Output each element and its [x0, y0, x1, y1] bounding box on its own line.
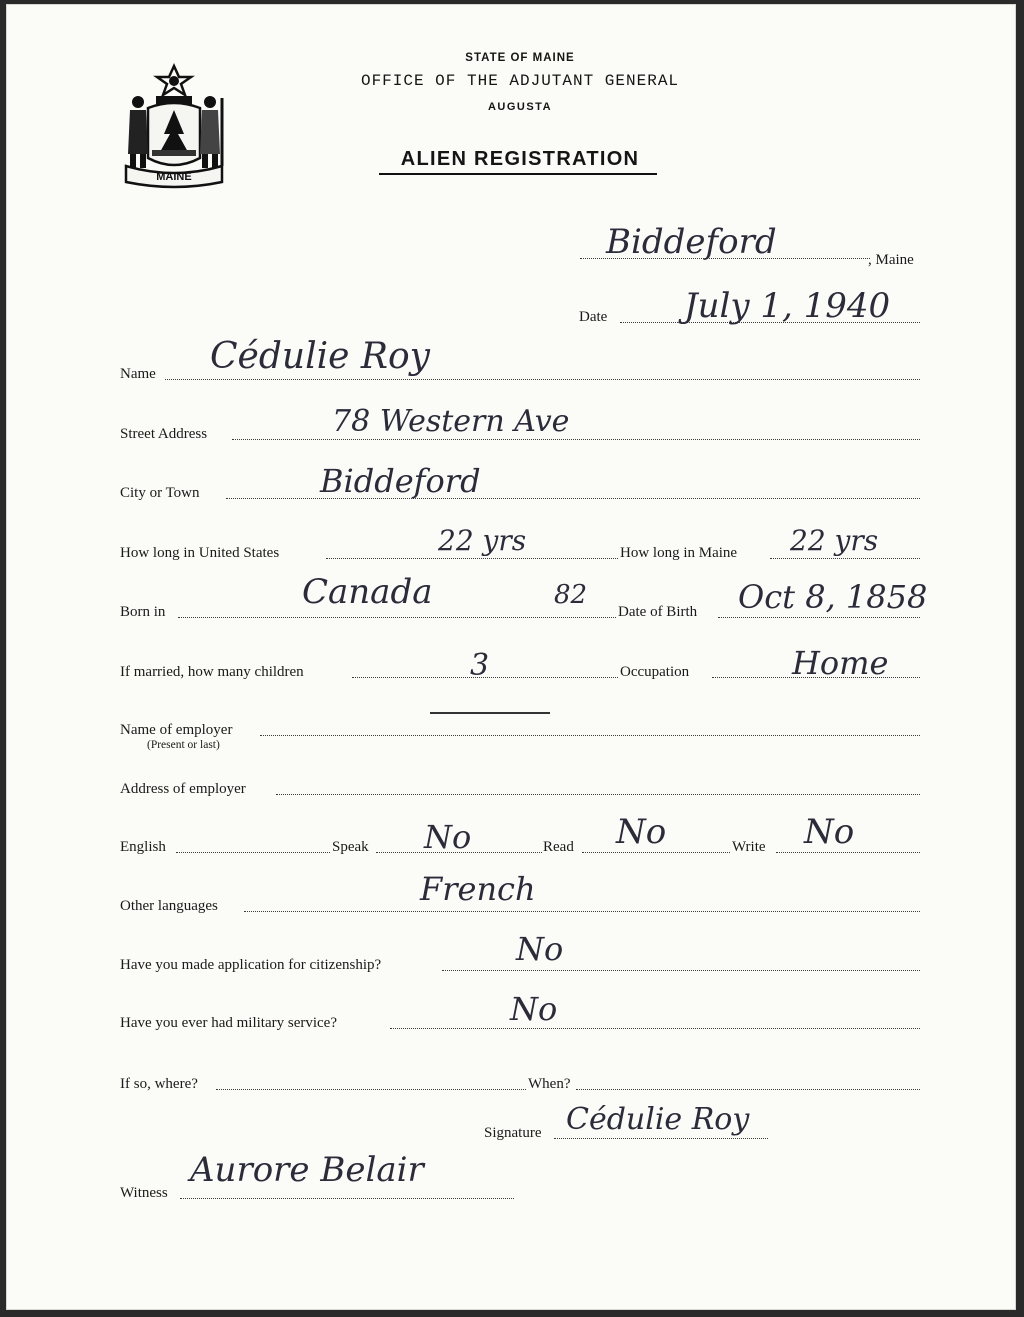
military-entry: No [510, 990, 558, 1028]
write-entry: No [804, 812, 855, 852]
other-languages-label: Other languages [120, 898, 218, 914]
other-languages-dots [244, 911, 920, 912]
employer-label: Name of employer [120, 722, 233, 738]
signature-entry: Cédulie Roy [566, 1102, 750, 1137]
read-entry: No [616, 812, 667, 852]
city-label: City or Town [120, 485, 200, 501]
english-dots [176, 852, 330, 853]
where-dots [216, 1089, 526, 1090]
read-label: Read [543, 839, 574, 855]
name-dots [165, 379, 920, 380]
how-long-maine-label: How long in Maine [620, 545, 738, 561]
place-entry: Biddeford [606, 222, 777, 262]
english-label: English [120, 839, 166, 855]
witness-label: Witness [120, 1185, 168, 1201]
employer-address-label: Address of employer [120, 781, 246, 797]
citizenship-entry: No [516, 930, 564, 968]
speak-label: Speak [332, 839, 369, 855]
how-long-maine-entry: 22 yrs [790, 524, 879, 557]
signature-dots [554, 1138, 768, 1139]
street-entry: 78 Western Ave [332, 404, 570, 439]
other-languages-entry: French [420, 870, 536, 908]
dob-entry: Oct 8, 1858 [738, 578, 928, 616]
how-long-maine-dots [770, 558, 920, 559]
born-in-dots [178, 617, 616, 618]
when-label: When? [528, 1076, 571, 1092]
state-heading: STATE OF MAINE [465, 52, 575, 64]
how-long-us-label: How long in United States [120, 545, 280, 561]
name-entry: Cédulie Roy [210, 336, 430, 377]
city-entry: Biddeford [320, 462, 481, 500]
employer-dots [260, 735, 920, 736]
street-dots [232, 439, 920, 440]
occupation-label: Occupation [620, 664, 690, 680]
where-label: If so, where? [120, 1076, 198, 1092]
name-label: Name [120, 366, 156, 382]
how-long-us-dots [326, 558, 618, 559]
military-label: Have you ever had military service? [120, 1015, 337, 1031]
dob-dots [718, 617, 920, 618]
speak-entry: No [424, 818, 472, 856]
employer-address-dots [276, 794, 920, 795]
citizenship-dots [442, 970, 920, 971]
children-label: If married, how many children [120, 664, 304, 680]
read-dots [582, 852, 730, 853]
occupation-entry: Home [792, 644, 889, 682]
citizenship-label: Have you made application for citizenship? [120, 957, 382, 973]
dob-label: Date of Birth [618, 604, 698, 620]
office-heading: OFFICE OF THE ADJUTANT GENERAL [360, 72, 680, 90]
form-title: ALIEN REGISTRATION [400, 148, 640, 170]
born-in-entry: Canada [302, 572, 433, 612]
children-entry: 3 [470, 648, 490, 683]
city-heading: AUGUSTA [487, 101, 553, 113]
signature-label: Signature [484, 1125, 542, 1141]
witness-dots [180, 1198, 514, 1199]
witness-entry: Aurore Belair [190, 1150, 424, 1190]
age-entry: 82 [554, 580, 588, 610]
how-long-us-entry: 22 yrs [438, 524, 527, 557]
write-label: Write [732, 839, 766, 855]
when-dots [576, 1089, 920, 1090]
military-dots [390, 1028, 920, 1029]
employer-sublabel: (Present or last) [147, 739, 220, 751]
write-dots [776, 852, 920, 853]
place-label: , Maine [868, 252, 914, 268]
title-underline [379, 173, 657, 175]
svg-text:MAINE: MAINE [156, 171, 192, 183]
date-entry: July 1, 1940 [684, 286, 891, 326]
children-dash [430, 712, 550, 714]
date-label: Date [579, 309, 608, 325]
born-in-label: Born in [120, 604, 166, 620]
street-label: Street Address [120, 426, 208, 442]
